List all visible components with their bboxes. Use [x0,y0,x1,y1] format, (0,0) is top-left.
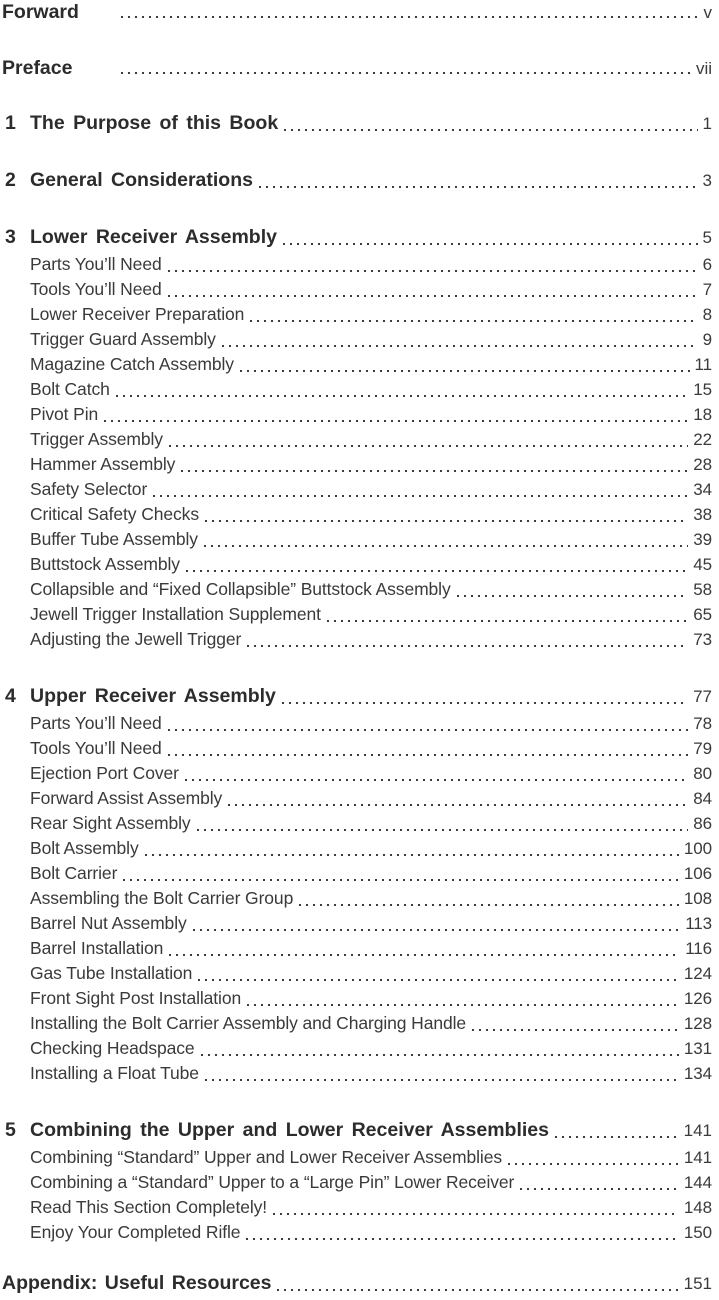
entry-title: Bolt Assembly [30,838,139,858]
toc-entry-section [2,352,712,377]
entry-title: Preface [2,57,73,79]
dot-leader [168,270,698,272]
dot-leader [168,754,689,756]
entry-title: Lower Receiver Preparation [30,304,245,324]
dot-leader [205,1079,679,1081]
entry-page-number: 9 [702,330,712,349]
dot-leader [121,72,691,74]
toc-entry-chapter [2,111,712,136]
toc-entry-section [2,402,712,427]
entry-title: Assembling the Bolt Carrier Group [30,888,294,908]
toc-entry-chapter [2,225,712,250]
entry-page-number: 79 [693,739,712,758]
entry-page-number: 131 [683,1039,712,1058]
entry-title: Forward Assist Assembly [30,788,223,808]
entry-title: Parts You’ll Need [30,254,162,274]
entry-page-number: 77 [693,687,712,706]
toc-entry-section [2,911,712,936]
toc-entry-section [2,627,712,652]
dot-leader [104,420,688,422]
toc-entry-front-matter [2,58,712,79]
chapter-number: 1 [5,112,16,134]
dot-leader [457,595,689,597]
entry-title: Tools You’ll Need [30,738,162,758]
dot-leader [250,320,697,322]
entry-title: Buttstock Assembly [30,554,180,574]
dot-leader [327,620,688,622]
toc-entry-chapter [2,684,712,709]
entry-page-number: 15 [693,380,712,399]
entry-page-number: 5 [702,228,712,247]
dot-leader [181,470,688,472]
dot-leader [204,545,688,547]
entry-title: Forward [2,1,79,23]
entry-title: Hammer Assembly [30,454,176,474]
dot-leader [247,1004,679,1006]
entry-page-number: 150 [683,1223,712,1242]
entry-title: Tools You’ll Need [30,279,162,299]
toc-entry-section [2,252,712,277]
dot-leader [186,570,688,572]
entry-title: Upper Receiver Assembly [30,685,276,707]
toc-entry-section [2,1036,712,1061]
dot-leader [277,1289,678,1291]
toc-entry-section [2,1195,712,1220]
entry-page-number: 116 [685,939,712,958]
chapter-number: 4 [5,685,16,707]
entry-page-number: 128 [683,1014,712,1033]
entry-title: Enjoy Your Completed Rifle [30,1222,241,1242]
entry-page-number: 78 [693,714,712,733]
toc-entry-section [2,277,712,302]
chapter-number: 2 [5,169,16,191]
dot-leader [193,929,681,931]
dot-leader [116,395,689,397]
entry-page-number: 106 [683,864,712,883]
toc-entry-section [2,602,712,627]
toc-entry-section [2,1170,712,1195]
toc-entry-section [2,861,712,886]
toc-entry-section [2,552,712,577]
dot-leader [520,1188,679,1190]
toc-entry-section [2,761,712,786]
toc-entry-section [2,811,712,836]
entry-page-number: 11 [694,355,712,374]
entry-page-number: 22 [693,430,712,449]
dot-leader [198,979,679,981]
dot-leader [197,829,689,831]
entry-page-number: 28 [693,455,712,474]
toc-entry-section [2,836,712,861]
entry-title: Bolt Catch [30,379,110,399]
entry-title: Installing a Float Tube [30,1063,199,1083]
entry-title: Critical Safety Checks [30,504,199,524]
dot-leader [283,243,698,245]
entry-title: Installing the Bolt Carrier Assembly and Charging Handle [30,1013,467,1033]
entry-page-number: 18 [693,405,712,424]
toc-entry-section [2,477,712,502]
entry-page-number: 144 [683,1173,712,1192]
entry-page-number: 141 [683,1121,712,1140]
dot-leader [508,1163,679,1165]
dot-leader [247,645,688,647]
dot-leader [201,1054,679,1056]
toc-entry-section [2,577,712,602]
entry-page-number: 58 [693,580,712,599]
dot-leader [169,954,680,956]
entry-page-number: 113 [685,914,712,933]
entry-page-number: 38 [693,505,712,524]
dot-leader [284,129,697,131]
entry-title: Ejection Port Cover [30,763,179,783]
dot-leader [121,16,699,18]
dot-leader [273,1213,679,1215]
dot-leader [222,345,698,347]
entry-title: Combining a “Standard” Upper to a “Large Pin” Lower Receiver [30,1172,515,1192]
entry-title: Appendix: Useful Resources [2,1272,272,1294]
toc-entry-section [2,452,712,477]
toc-entry-section [2,1011,712,1036]
toc-entry-section [2,936,712,961]
entry-title: Magazine Catch Assembly [30,354,234,374]
entry-page-number: 3 [702,171,712,190]
entry-title: Combining the Upper and Lower Receiver Assemblies [30,1119,549,1141]
dot-leader [205,520,688,522]
toc-entry-section [2,1145,712,1170]
entry-title: Checking Headspace [30,1038,195,1058]
entry-page-number: 45 [693,555,712,574]
dot-leader [168,295,698,297]
dot-leader [246,1238,678,1240]
entry-page-number: 108 [683,889,712,908]
toc-entry-appendix [2,1271,712,1296]
entry-page-number: 126 [683,989,712,1008]
entry-page-number: v [703,3,712,22]
dot-leader [472,1029,679,1031]
entry-page-number: 134 [683,1064,712,1083]
entry-title: Collapsible and “Fixed Collapsible” Buttstock Assembly [30,579,451,599]
toc-entry-section [2,961,712,986]
entry-page-number: 80 [693,764,712,783]
toc-entry-section [2,736,712,761]
toc-entry-chapter [2,168,712,193]
entry-title: Safety Selector [30,479,148,499]
dot-leader [168,729,689,731]
entry-page-number: 73 [693,630,712,649]
entry-page-number: 86 [693,814,712,833]
entry-title: Trigger Assembly [30,429,163,449]
entry-title: Lower Receiver Assembly [30,226,277,248]
entry-title: Barrel Nut Assembly [30,913,187,933]
entry-title: Buffer Tube Assembly [30,529,198,549]
dot-leader [185,779,688,781]
toc-entry-section [2,427,712,452]
entry-title: Jewell Trigger Installation Supplement [30,604,321,624]
entry-page-number: 34 [693,480,712,499]
entry-title: Parts You’ll Need [30,713,162,733]
dot-leader [282,702,688,704]
entry-page-number: 8 [702,305,712,324]
toc-entry-section [2,327,712,352]
toc-entry-front-matter [2,2,712,23]
entry-page-number: 84 [693,789,712,808]
chapter-number: 5 [5,1119,16,1141]
entry-page-number: 141 [683,1148,712,1167]
toc-entry-section [2,502,712,527]
dot-leader [299,904,679,906]
toc-entry-section [2,377,712,402]
entry-title: Trigger Guard Assembly [30,329,216,349]
entry-page-number: 1 [702,114,712,133]
toc-entry-section [2,711,712,736]
toc-entry-section [2,1061,712,1086]
entry-title: Bolt Carrier [30,863,118,883]
dot-leader [228,804,688,806]
entry-page-number: 148 [683,1198,712,1217]
toc-entry-section [2,1220,712,1245]
entry-title: The Purpose of this Book [30,112,279,134]
entry-title: Gas Tube Installation [30,963,193,983]
entry-title: Pivot Pin [30,404,99,424]
entry-page-number: 100 [683,839,712,858]
entry-title: Combining “Standard” Upper and Lower Receiver Assemblies [30,1147,502,1167]
entry-page-number: 65 [693,605,712,624]
entry-page-number: 7 [702,280,712,299]
entry-page-number: vii [695,59,712,78]
dot-leader [145,854,679,856]
toc-entry-section [2,786,712,811]
entry-title: Barrel Installation [30,938,164,958]
entry-page-number: 39 [693,530,712,549]
dot-leader [555,1136,679,1138]
entry-title: Read This Section Completely! [30,1197,268,1217]
toc-entry-section [2,986,712,1011]
entry-title: Adjusting the Jewell Trigger [30,629,242,649]
toc-entry-section [2,302,712,327]
dot-leader [169,445,688,447]
dot-leader [123,879,679,881]
entry-page-number: 6 [702,255,712,274]
entry-title: General Considerations [30,169,253,191]
toc-entry-section [2,886,712,911]
chapter-number: 3 [5,226,16,248]
toc-entry-section [2,527,712,552]
dot-leader [153,495,688,497]
entry-page-number: 151 [683,1274,712,1293]
dot-leader [240,370,690,372]
entry-title: Front Sight Post Installation [30,988,242,1008]
dot-leader [259,186,698,188]
entry-title: Rear Sight Assembly [30,813,191,833]
entry-page-number: 124 [683,964,712,983]
toc-entry-chapter [2,1118,712,1143]
